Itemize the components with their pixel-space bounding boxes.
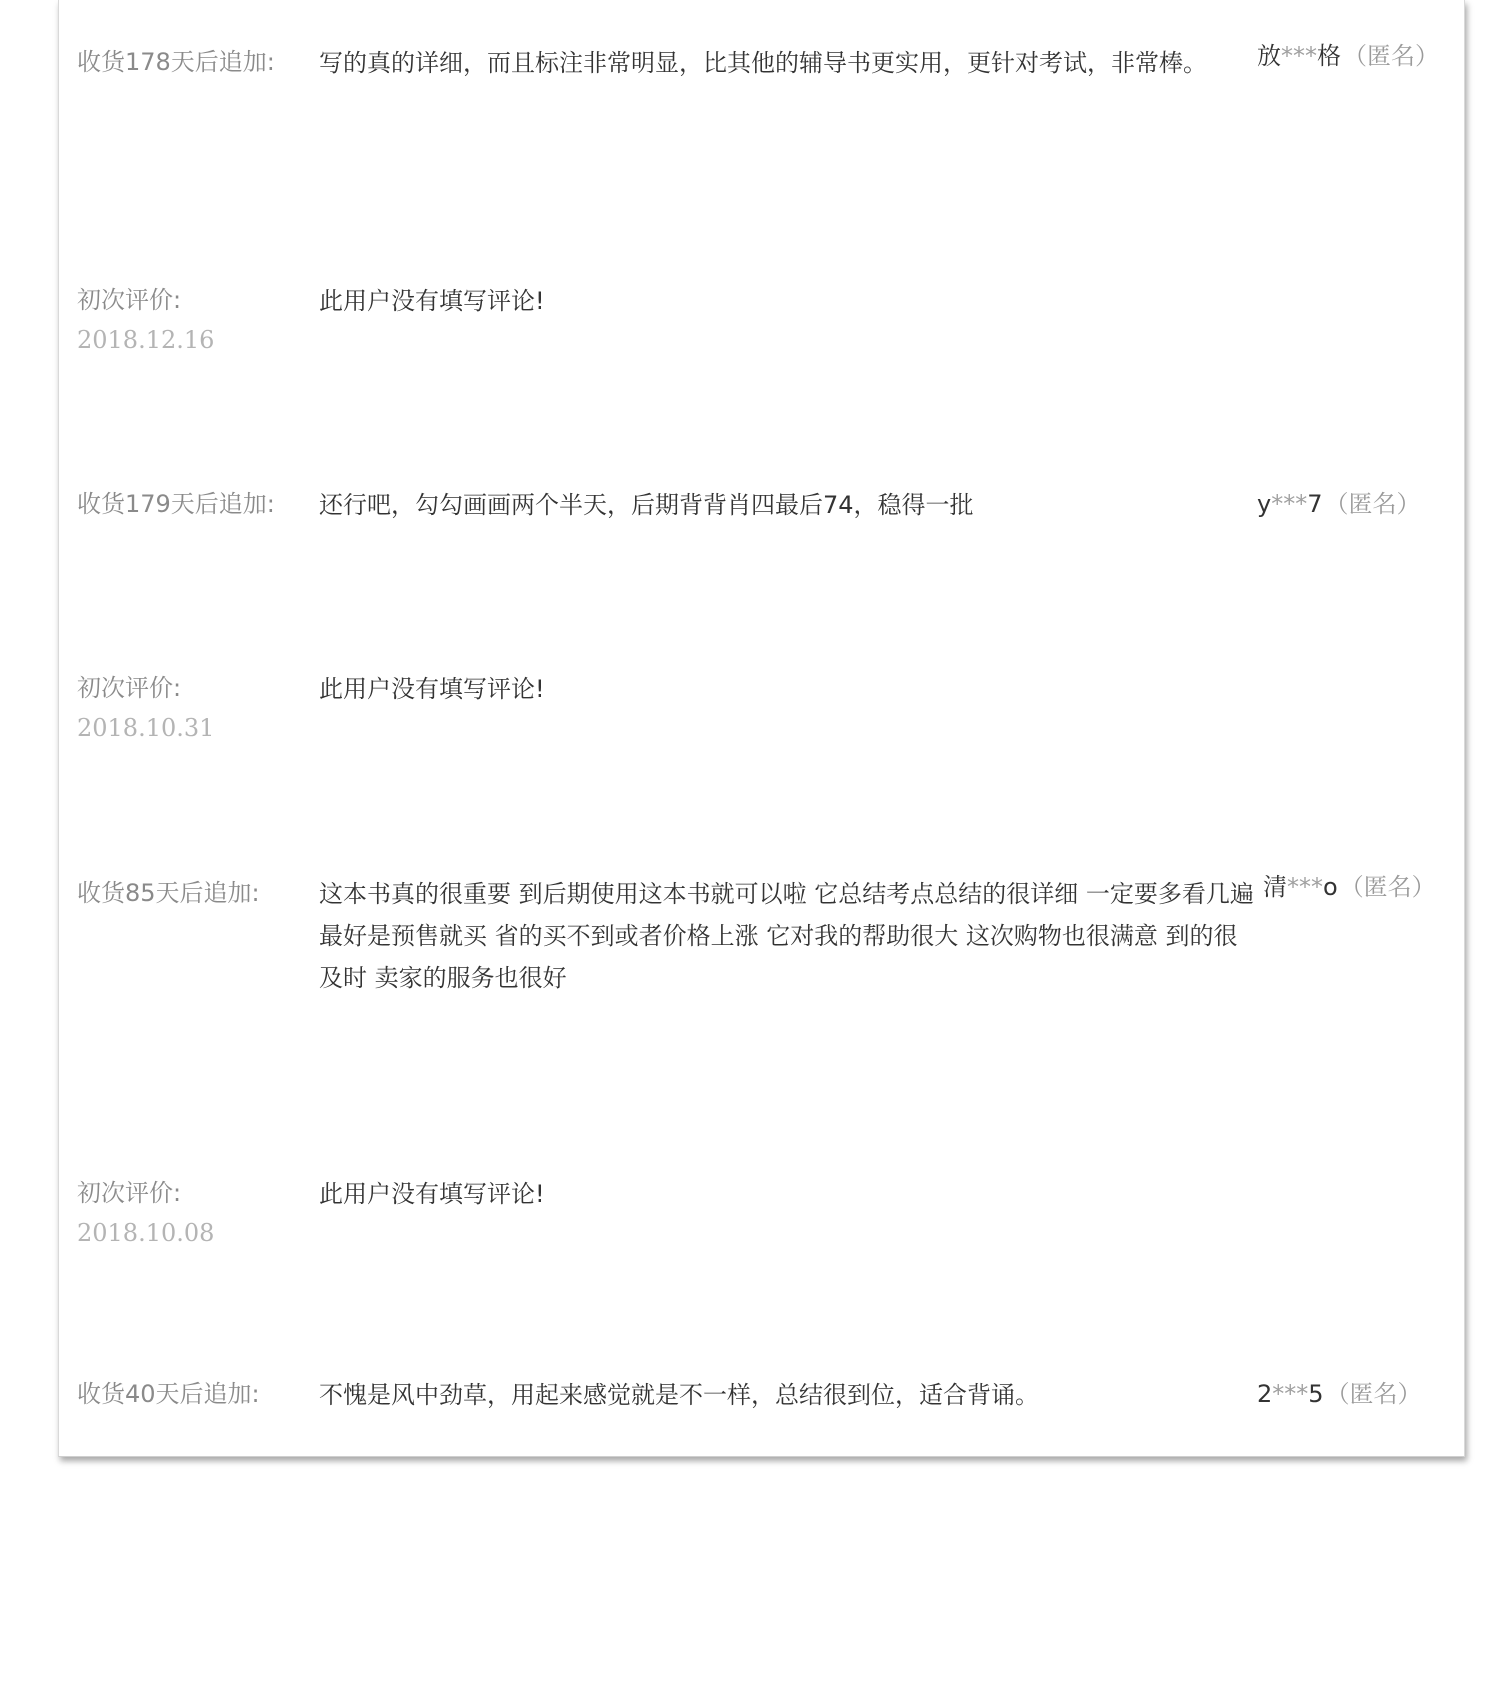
anonymous-tag: （匿名） xyxy=(1325,1380,1422,1408)
initial-label: 初次评价: xyxy=(77,1179,182,1207)
reviewer-prefix: 放 xyxy=(1257,42,1281,70)
append-label: 收货40天后追加: xyxy=(77,1380,260,1408)
review-content: 还行吧，勾勾画画两个半天，后期背背肖四最后74，稳得一批 xyxy=(319,491,974,519)
reviewer-mask: *** xyxy=(1272,1380,1309,1408)
review-content: 不愧是风中劲草，用起来感觉就是不一样，总结很到位，适合背诵。 xyxy=(319,1381,1039,1409)
reviewer-suffix: 格 xyxy=(1317,42,1341,70)
initial-label: 初次评价: xyxy=(77,286,182,314)
append-label: 收货85天后追加: xyxy=(77,879,260,907)
reviewer-prefix: y xyxy=(1257,490,1272,518)
append-label: 收货178天后追加: xyxy=(77,48,275,76)
reviewer-suffix: 7 xyxy=(1307,490,1323,518)
review-content: 这本书真的很重要 到后期使用这本书就可以啦 它总结考点总结的很详细 一定要多看几遍 最好是预售就买 省的买不到或者价格上涨 它对我的帮助很大 这次购物也很满意 到的很及时 卖家的服务也很好 xyxy=(319,880,1254,992)
reviewer-prefix: 清 xyxy=(1263,873,1287,901)
anonymous-tag: （匿名） xyxy=(1339,873,1436,901)
append-label: 收货179天后追加: xyxy=(77,490,275,518)
reviewer-name[interactable] xyxy=(1263,867,1436,907)
review-content: 此用户没有填写评论! xyxy=(319,287,545,315)
reviewer-prefix: 2 xyxy=(1257,1380,1273,1408)
review-content: 此用户没有填写评论! xyxy=(319,675,545,703)
reviewer-name[interactable] xyxy=(1257,36,1439,76)
reviewer-mask: *** xyxy=(1281,42,1317,70)
review-date: 2018.10.08 xyxy=(77,1219,215,1247)
anonymous-tag: （匿名） xyxy=(1343,42,1439,70)
review-content: 写的真的详细，而且标注非常明显，比其他的辅导书更实用，更针对考试，非常棒。 xyxy=(319,49,1207,77)
review-date: 2018.12.16 xyxy=(77,326,215,354)
reviewer-suffix: 5 xyxy=(1308,1380,1324,1408)
reviewer-name[interactable] xyxy=(1257,1374,1422,1414)
review-list xyxy=(58,0,1465,1457)
anonymous-tag: （匿名） xyxy=(1324,490,1421,518)
reviewer-mask: *** xyxy=(1271,490,1308,518)
reviewer-suffix: o xyxy=(1323,873,1338,901)
review-date: 2018.10.31 xyxy=(77,714,215,742)
review-content: 此用户没有填写评论! xyxy=(319,1180,545,1208)
initial-label: 初次评价: xyxy=(77,674,182,702)
reviewer-mask: *** xyxy=(1287,873,1323,901)
reviewer-name[interactable] xyxy=(1257,484,1420,524)
